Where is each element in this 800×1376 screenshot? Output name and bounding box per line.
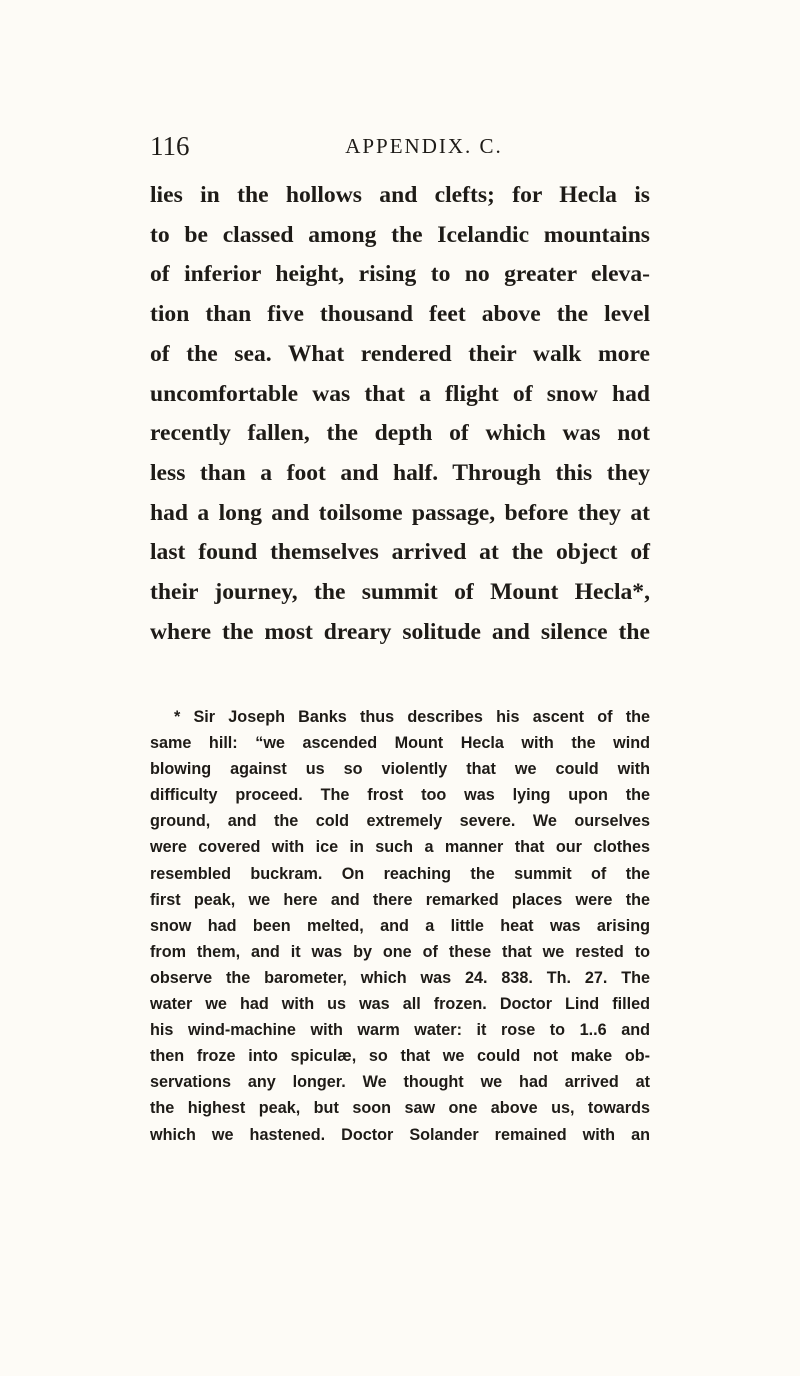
footnote-line: servations any longer. We thought we had arrived at	[150, 1073, 650, 1092]
body-line: less than a foot and half. Through this they	[150, 459, 650, 486]
body-line: of the sea. What rendered their walk more	[150, 340, 650, 367]
body-text	[150, 176, 650, 652]
footnote-line: from them, and it was by one of these that we rested to	[150, 942, 650, 961]
page-number: 116	[150, 131, 190, 161]
page-header	[150, 128, 650, 164]
footnote-line: were covered with ice in such a manner that our clothes	[150, 838, 650, 857]
footnote-line: * Sir Joseph Banks thus describes his ascent of the	[174, 708, 650, 726]
body-line: lies in the hollows and clefts; for Hecla is	[150, 182, 650, 208]
running-head: APPENDIX. C.	[345, 134, 503, 158]
body-line: their journey, the summit of Mount Hecla*,	[150, 579, 650, 606]
body-line: where the most dreary solitude and silence the	[150, 618, 650, 645]
body-line: recently fallen, the depth of which was not	[150, 420, 650, 447]
body-line: last found themselves arrived at the object of	[150, 539, 650, 566]
body-line: tion than five thousand feet above the level	[150, 301, 650, 328]
footnote-line: difficulty proceed. The frost too was lying upon the	[150, 786, 650, 805]
footnote-line: first peak, we here and there remarked places were the	[150, 890, 650, 909]
footnote-line: snow had been melted, and a little heat was arising	[150, 916, 650, 935]
footnote-line: the highest peak, but soon saw one above us, towards	[150, 1099, 650, 1118]
footnote-line: resembled buckram. On reaching the summit of the	[150, 864, 650, 883]
footnote-line: water we had with us was all frozen. Doctor Lind filled	[150, 995, 650, 1014]
body-line: uncomfortable was that a flight of snow had	[150, 380, 650, 407]
footnote-line: his wind-machine with warm water: it rose to 1..6 and	[150, 1021, 650, 1040]
footnote-line: observe the barometer, which was 24. 838. Th. 27. The	[150, 968, 650, 987]
footnote	[150, 704, 650, 1148]
body-line: had a long and toilsome passage, before they at	[150, 499, 650, 526]
footnote-line: then froze into spiculæ, so that we could not make ob-	[150, 1047, 650, 1066]
footnote-line: same hill: “we ascended Mount Hecla with the wind	[150, 734, 650, 753]
footnote-line: which we hastened. Doctor Solander remained with an	[150, 1125, 650, 1144]
body-line: of inferior height, rising to no greater eleva-	[150, 261, 650, 288]
body-line: to be classed among the Icelandic mountains	[150, 221, 650, 248]
footnote-line: ground, and the cold extremely severe. We ourselves	[150, 812, 650, 831]
footnote-line: blowing against us so violently that we could with	[150, 760, 650, 779]
